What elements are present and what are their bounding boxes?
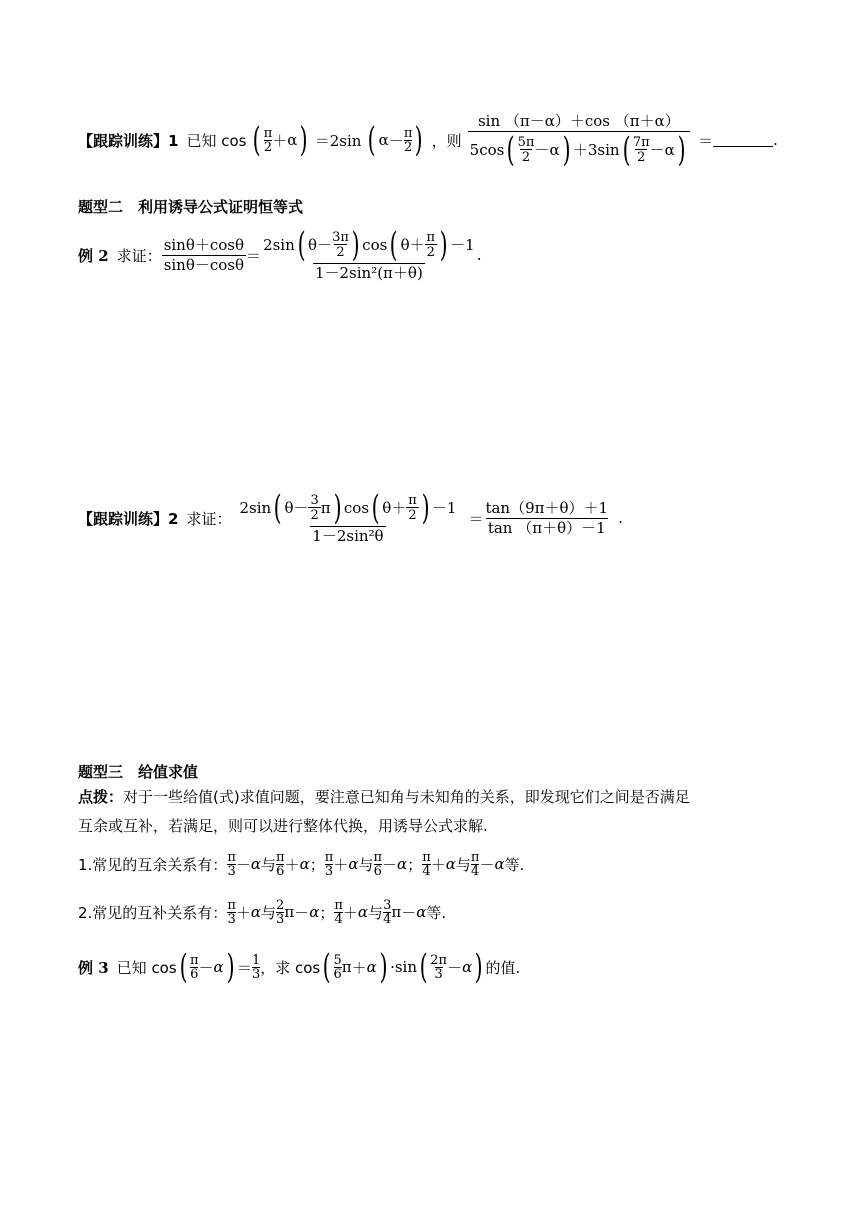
training2-label: 【跟踪训练】2 <box>78 509 179 528</box>
example2-lhs: $\frac{\sin\theta+\cos\theta}{\sin\theta-\cos\theta}$ <box>163 236 245 274</box>
training1-line <box>78 108 778 172</box>
training1-end: . <box>773 131 778 149</box>
section2-title: 题型二 利用诱导公式证明恒等式 <box>78 198 304 216</box>
tip-line2: 互余或互补，若满足，则可以进行整体代换，用诱导公式求解. <box>78 817 488 835</box>
training1-label: 【跟踪训练】1 <box>78 131 179 150</box>
training2-line <box>78 482 623 554</box>
supplement-relations: 2.常见的互补关系有： π 3 ＋ α 与 2 3 π － α ； π 4 ＋ α 与 3 4 π － α 等. <box>78 897 447 927</box>
training2-prove: 求证： <box>186 509 232 528</box>
example2-prove: 求证： <box>116 246 162 265</box>
training1-then: ，则 <box>431 131 462 150</box>
tip-text-1: 对于一些给值(式)求值问题，要注意已知角与未知角的关系，即发现它们之间是否满足 <box>123 788 690 806</box>
answer-blank <box>713 134 773 147</box>
example2-rhs: 2sin ( θ － 3π 2 ) cos ( θ ＋ π 2 ) －1 1－2sin²(π＋θ) <box>263 225 475 283</box>
training1-equals: ＝ <box>698 131 714 150</box>
example3-label: 例 3 <box>78 958 109 977</box>
example2-label: 例 2 <box>78 246 109 265</box>
paren-alpha-minus-pi2: ( α － π 2 ) <box>368 120 423 160</box>
section3-title: 题型三 给值求值 <box>78 763 199 781</box>
example2-end: . <box>476 246 482 264</box>
tip-label: 点拨： <box>78 788 124 806</box>
example2-line <box>78 222 482 288</box>
training2-lhs: 2sin ( θ － 3 2 π ) cos ( θ ＋ π 2 ) －1 1－2sin²θ <box>239 488 457 546</box>
training2-eq: ＝ <box>468 509 484 528</box>
complement-relations: 1.常见的互余关系有： π 3 － α 与 π 6 ＋ α ； π 3 ＋ α 与 π 6 － α ； π 4 ＋ α 与 π 4 － α 等. <box>78 849 525 879</box>
training2-rhs: $\frac{\tan(9\pi+\theta)+1}{\tan (\pi+\theta)-1}$ <box>485 499 609 537</box>
training1-fraction <box>468 112 690 170</box>
training1-eq-2sin: ＝2sin <box>314 131 362 150</box>
training1-denominator: 5cos ( 5π 2 － α ) ＋3sin ( 7π 2 － α ) <box>468 131 690 167</box>
example3-line: 例 3 已知 cos ( π 6 － α ) ＝ 1 3 ，求 cos ( 5 6 π ＋ α ) ·sin ( 2π 3 － α ) 的值. <box>78 947 521 987</box>
training1-numerator: sin （π－α）＋cos （π＋α） <box>477 112 680 131</box>
paren-pi2-plus-alpha: ( π 2 ＋ α ) <box>253 120 309 160</box>
training2-end: . <box>618 509 623 527</box>
example2-eq: ＝ <box>246 246 262 265</box>
tip-line1 <box>78 786 690 807</box>
training1-prefix: 已知 cos <box>186 131 247 150</box>
